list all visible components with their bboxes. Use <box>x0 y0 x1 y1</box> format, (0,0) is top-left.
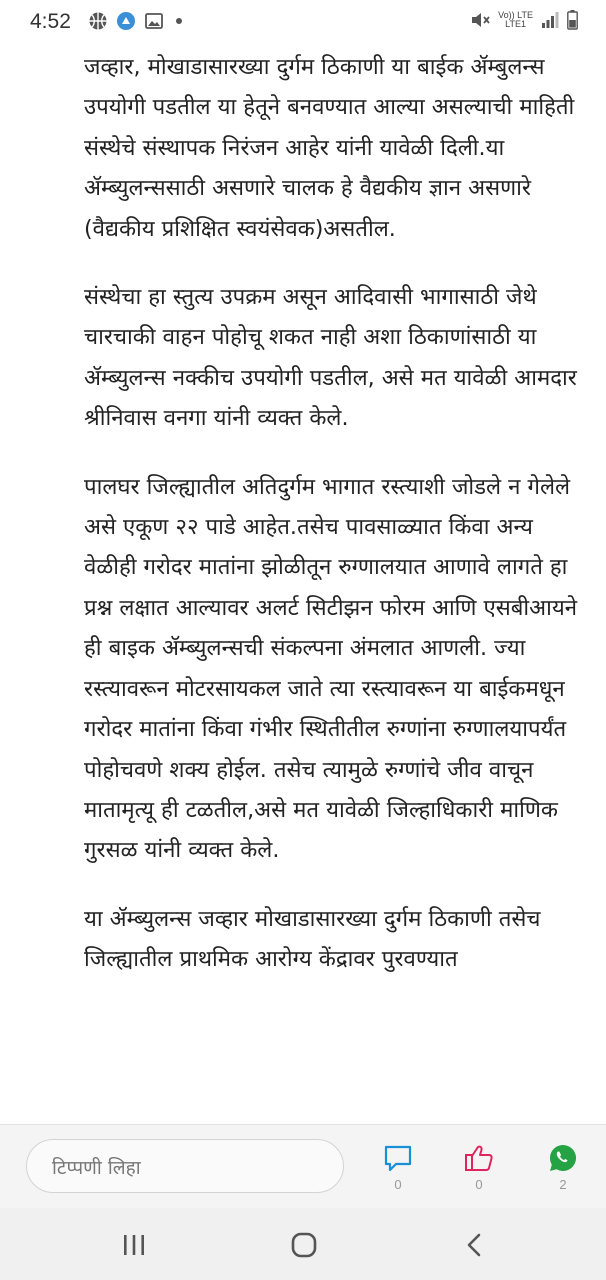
notification-dot-icon <box>176 18 182 24</box>
article-paragraph: संस्थेचा हा स्तुत्य उपक्रम असून आदिवासी भागासाठी जेथे चारचाकी वाहन पोहोचू शकत नाही अशा ठिकाणांसाठी या ॲम्ब्युलन्स नक्कीच उपयोगी पडतील, असे मत यावेळी आमदार श्रीनिवास वनगा यांनी व्यक्त केले. <box>84 284 577 432</box>
thumbs-up-icon <box>464 1143 494 1173</box>
recent-apps-icon[interactable] <box>121 1232 147 1258</box>
volte-lte1-icon <box>498 11 533 29</box>
whatsapp-share-count: 2 <box>559 1177 567 1192</box>
like-count: 0 <box>475 1177 483 1192</box>
battery-icon <box>567 10 578 30</box>
navigation-bar <box>0 1208 606 1280</box>
app-icon <box>116 11 136 31</box>
mute-icon <box>470 11 490 29</box>
article-body <box>84 47 592 1127</box>
comment-icon <box>383 1143 413 1173</box>
status-notification-icons <box>88 11 182 31</box>
comment-placeholder: टिप्पणी लिहा <box>52 1157 141 1179</box>
volte-text: Vo)) LTE <box>498 10 533 20</box>
article-paragraph: पालघर जिल्ह्यातील अतिदुर्गम भागात रस्त्याशी जोडले न गेलेले असे एकूण २२ पाडे आहेत.तसेच पावसाळ्यात किंवा अन्य वेळीही गरोदर मातांना झोळीतून रुग्णालयात आणावे लागते हा प्रश्न लक्षात आल्यावर अलर्ट सिटीझन फोरम आणि एसबीआयने ही बाइक ॲम्ब्युलन्सची संकल्पना अंमलात आणली. ज्या रस्त्यावरून मोटरसायकल जाते त्या रस्त्यावरून या बाईकमधून गरोदर मातांना किंवा गंभीर स्थितीतील रुग्णांना रुग्णालयापर्यंत पोहोचवणे शक्य होईल. तसेच त्यामुळे रुग्णांचे जीव वाचून मातामृत्यू ही टळतील,असे मत यावेळी जिल्हाधिकारी माणिक गुरसळ यांनी व्यक्त केले. <box>84 473 578 864</box>
lte1-text: LTE1 <box>505 19 526 29</box>
image-icon <box>144 11 164 31</box>
comment-input[interactable] <box>26 1139 344 1193</box>
article-paragraph: जव्हार, मोखाडासारख्या दुर्गम ठिकाणी या बाईक ॲम्बुलन्स उपयोगी पडतील या हेतूने बनवण्यात आल्या असल्याची माहिती संस्थेचे संस्थापक निरंजन आहेर यांनी यावेळी दिली.या ॲम्ब्युलन्ससाठी असणारे चालक हे वैद्यकीय ज्ञान असणारे (वैद्यकीय प्रशिक्षित स्वयंसेवक)असतील. <box>84 54 575 242</box>
back-icon[interactable] <box>463 1232 487 1258</box>
status-bar <box>0 0 606 46</box>
like-button[interactable] <box>459 1143 499 1192</box>
home-icon[interactable] <box>290 1232 318 1258</box>
signal-icon <box>541 12 559 28</box>
comment-bar <box>0 1124 606 1209</box>
comment-count: 0 <box>394 1177 402 1192</box>
whatsapp-icon <box>548 1143 578 1173</box>
whatsapp-share-button[interactable] <box>543 1143 583 1192</box>
article-paragraph: या ॲम्ब्युलन्स जव्हार मोखाडासारख्या दुर्गम ठिकाणी तसेच जिल्ह्यातील प्राथमिक आरोग्य केंद्रावर पुरवण्यात <box>84 905 541 973</box>
comment-button[interactable] <box>378 1143 418 1192</box>
basketball-icon <box>88 11 108 31</box>
status-system-icons <box>470 10 578 30</box>
status-time: 4:52 <box>30 10 71 33</box>
